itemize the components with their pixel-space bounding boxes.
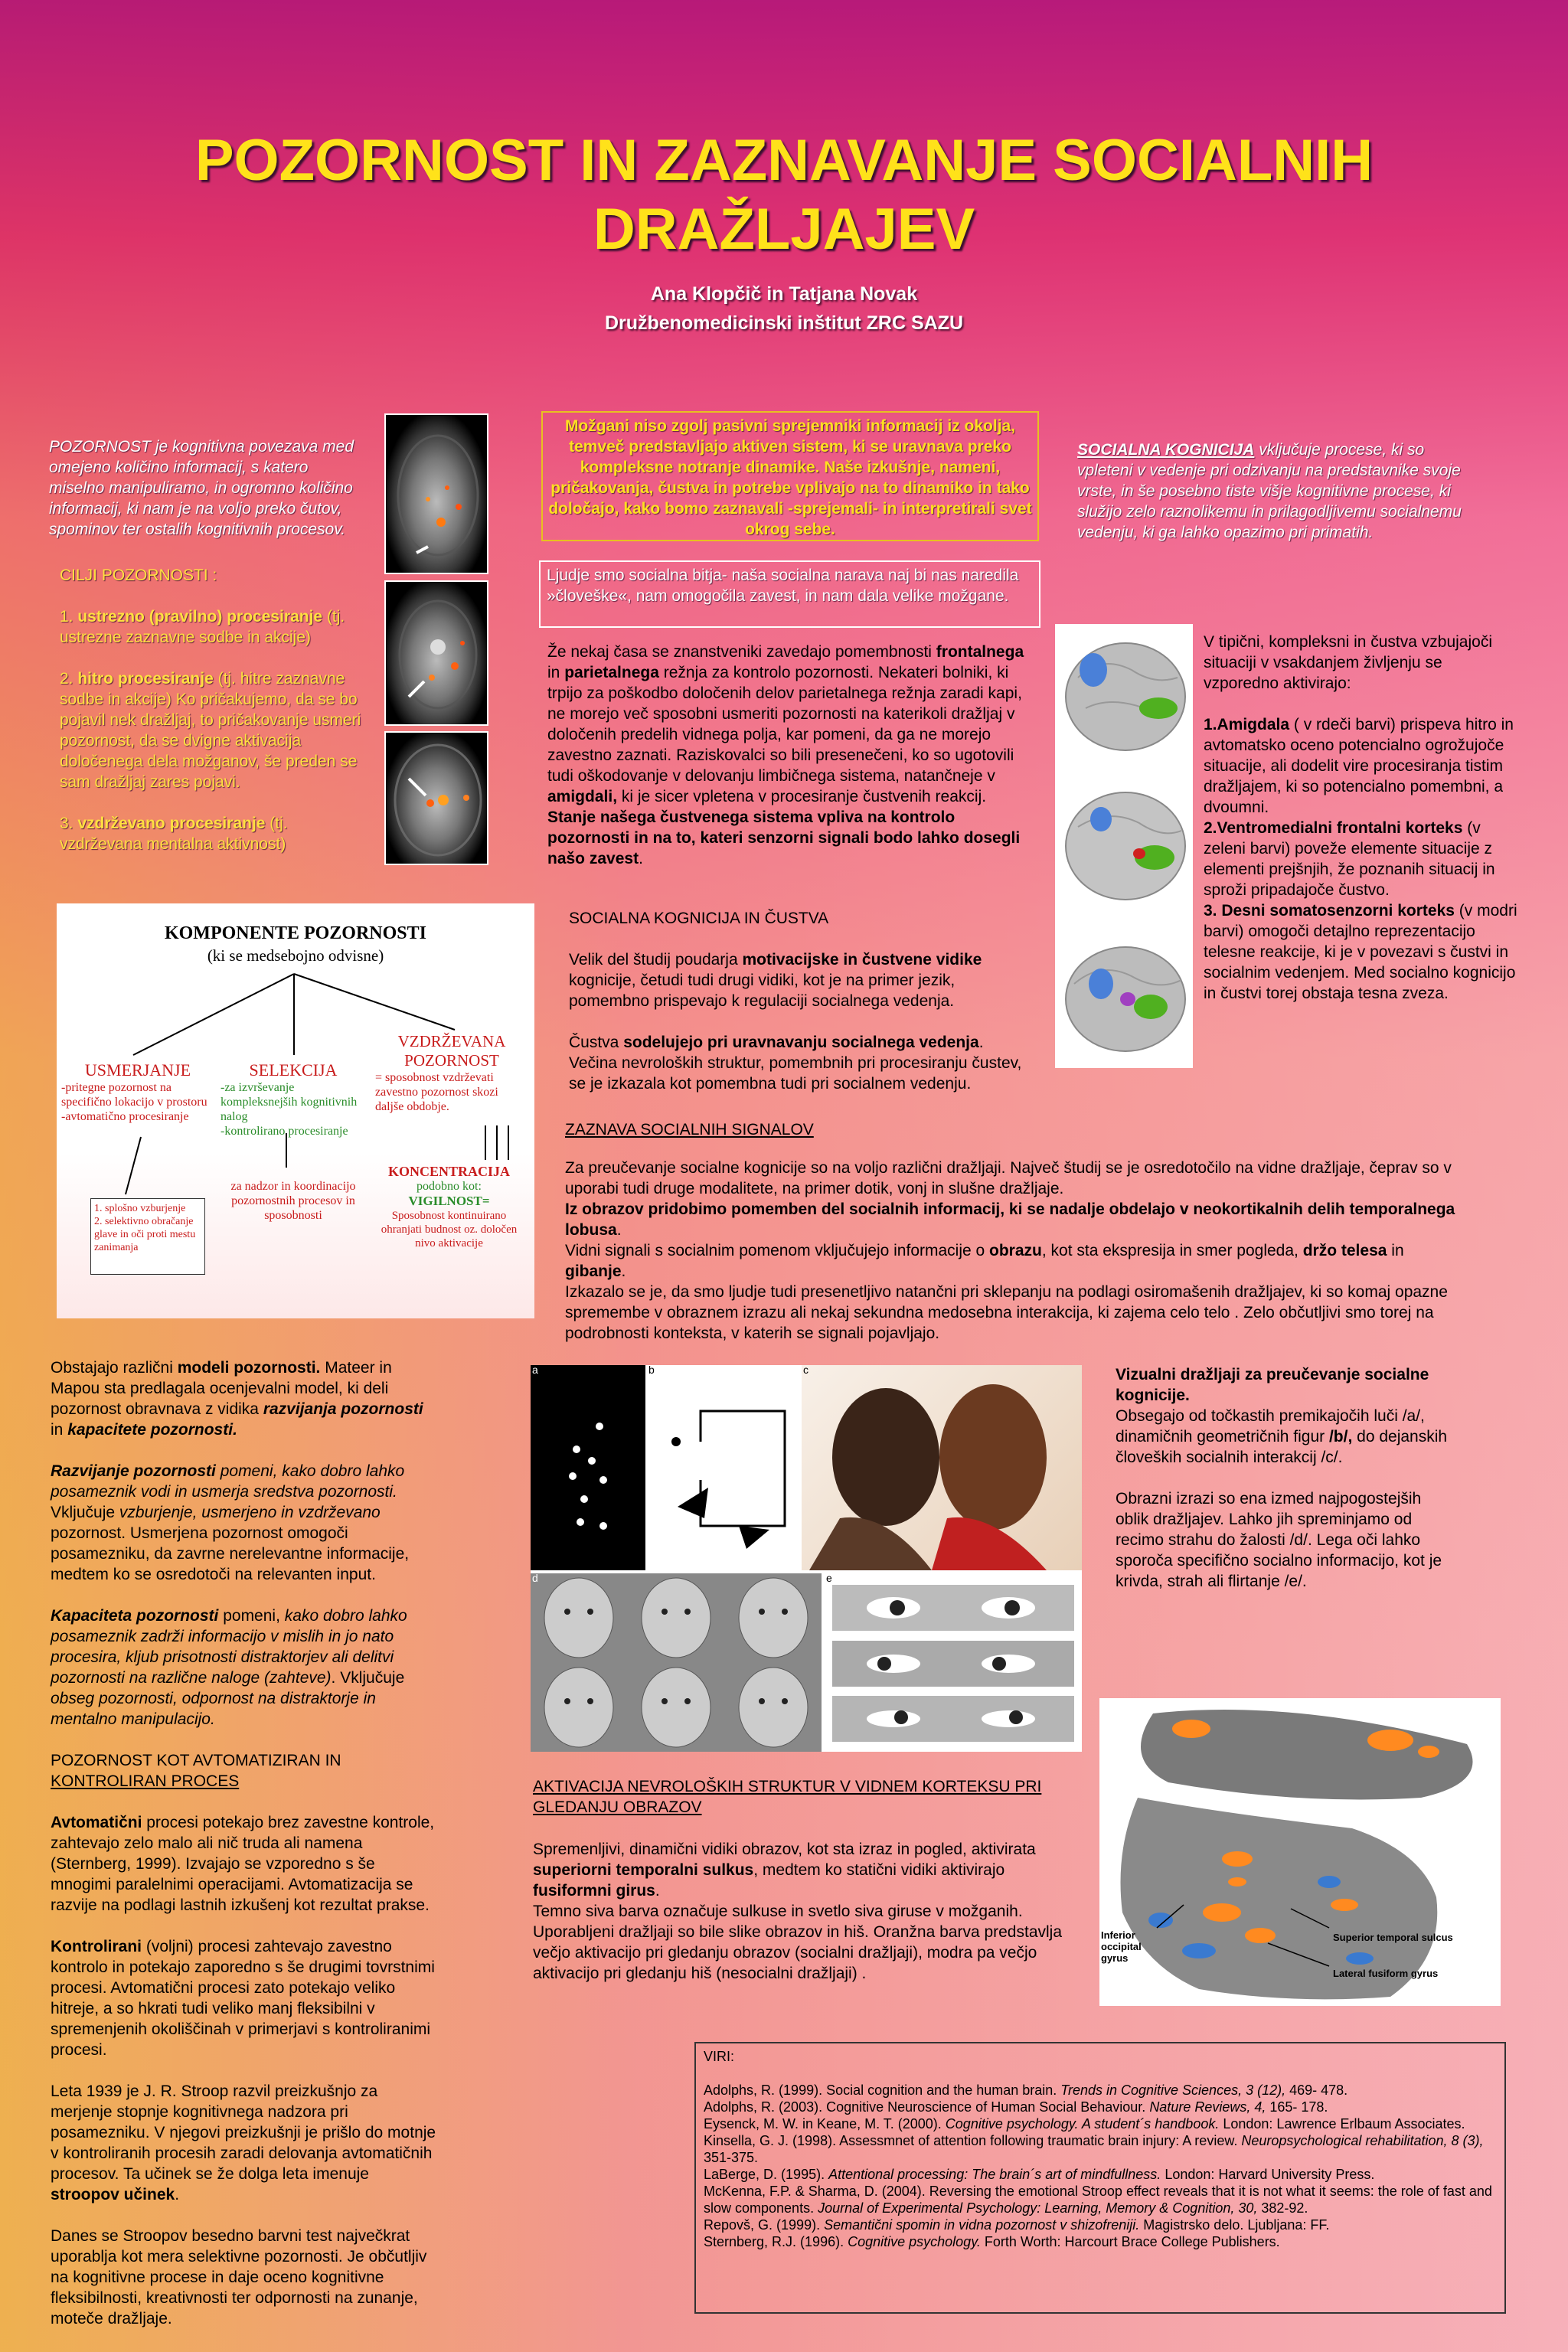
activation-list bbox=[1204, 632, 1517, 1004]
cilj-3: 3. vzdrževano procesiranje (tj. vzdrževana mentalna aktivnost) bbox=[60, 815, 288, 853]
ref-4: Kinsella, G. J. (1998). Assessmnet of attention following traumatic brain injury: A review. Neuropsychological rehabilitation, 8 (3), 351-375. bbox=[704, 2133, 1484, 2165]
somato-item: 3. Desni somatosenzorni korteks (v modri barvi) omogoči detajlno reprezentacijo telesne reakcije, ki je v povezavi s čustvi in socialnim vedenjem. Med socialno kognicijo in čustvi torej obstaja tesna zveza. bbox=[1204, 902, 1517, 1002]
attention-components-diagram bbox=[57, 903, 534, 1318]
authors: Ana Klopčič in Tatjana Novak bbox=[650, 283, 918, 305]
diagram-subtitle: (ki se medsebojno odvisne) bbox=[207, 946, 384, 965]
label-inferior-occipital-gyrus: Inferior occipital gyrus bbox=[1101, 1929, 1142, 1964]
models-intro: Obstajajo različni modeli pozornosti. Mateer in Mapou sta predlagala ocenjevalni model, ki deli pozornost obravnava z vidika razvijanja pozornosti in kapacitete pozornosti. bbox=[51, 1359, 423, 1439]
ref-6: McKenna, F.P. & Sharma, D. (2004). Reversing the emotional Stroop effect reveals that it is not what it seems: the role of fast and slow components. Journal of Experimental Psychology: Learning, Memory & Cognition, 30, 382-92. bbox=[704, 2184, 1492, 2216]
stimulus-geometric-figures: b bbox=[647, 1365, 800, 1570]
diagram-col-selekcija: SELEKCIJA -za izvrševanje kompleksnejših kognitivnih nalog -kontrolirano procesiranje bbox=[220, 1060, 358, 1138]
sk-paragraph-1: Velik del študij poudarja motivacijske in čustvene vidike kognicije, četudi tudi drugi vidiki, kot je na primer jezik, pomembno prispevajo k regulaciji socialnega vedenja. bbox=[569, 951, 982, 1010]
brain-render-3 bbox=[1066, 947, 1185, 1051]
controlled-paragraph: Kontrolirani (voljni) procesi zahtevajo zavestno kontrolo in potekajo zaporedno s še drugimi tovrstnimi procesi. Avtomatični procesi zato potekajo veliko hitreje, a so hkrati tudi veliko manj fleksibilni v spremenjenih okoliščinah v primerjavi s kontroliranimi procesi. bbox=[51, 1938, 435, 2059]
diagram-mid-text: za nadzor in koordinacijo pozornostnih procesov in sposobnosti bbox=[230, 1180, 356, 1222]
vmpfc-item: 2.Ventromedialni frontalni korteks (v zeleni barvi) poveže elemente situacije z elementi prejšnjih, že poznanih situacij in sproži pripadajoče čustvo. bbox=[1204, 819, 1495, 899]
ref-8: Sternberg, R.J. (1996). Cognitive psychology. Forth Worth: Harcourt Brace College Publishers. bbox=[704, 2234, 1280, 2249]
diagram-title: KOMPONENTE POZORNOSTI bbox=[164, 923, 427, 943]
diagram-col-usmerjanje: USMERJANJE -pritegne pozornost na specifično lokacijo v prostoru -avtomatično procesiranje bbox=[61, 1060, 207, 1123]
references-box bbox=[694, 2042, 1506, 2314]
kapaciteta-paragraph: Kapaciteta pozornosti pomeni, kako dobro lahko posameznik zadrži informacijo v mislih in jo nato procesira, kljub prisotnosti distraktorjev ali delitvi pozornosti na različne naloge (zahteve). Vključuje obseg pozornosti, odpornost na distraktorje in mentalno manipulacijo. bbox=[51, 1607, 407, 1728]
automatic-paragraph: Avtomatični procesi potekajo brez zavestne kontrole, zahtevajo zelo malo ali nič truda ali namena (Sternberg, 1999). Izvajajo se vzporedno s še mnogimi paralelnimi operacijami. Avtomatizacija se razvije na podlagi lastnih izkušenj kot rezultat prakse. bbox=[51, 1814, 435, 1914]
pozornost-definition: POZORNOST je kognitivna povezava med omejeno količino informacij, s katero miselno manipuliramo, in ogromno količino informacij, ki nam je na voljo preko čutov, spominov ter ostalih kognitivnih procesov. bbox=[49, 438, 354, 538]
razvijanje-paragraph: Razvijanje pozornosti pomeni, kako dobro lahko posameznik vodi in usmerja sredstva pozornosti. Vključuje vzburjenje, usmerjeno in vzdrževano pozornost. Usmerjena pozornost omogoči posamezniku, da zavrne nerelevantne informacije, medtem ko se osredotoči na relevanten input. bbox=[51, 1462, 410, 1583]
stroop-paragraph: Leta 1939 je J. R. Stroop razvil preizkušnjo za merjenje stopnje kognitivnega nadzora pri posamezniku. V njegovi preizkušnji je prišlo do motnje v kontroliranih procesih zaradi delovanja avtomatičnih procesov. Ta učinek se že dolga leta imenuje stroopov učinek. bbox=[51, 2082, 436, 2203]
references-title: VIRI: bbox=[704, 2049, 735, 2064]
diagram-col-vzdrzevana: VZDRŽEVANA POZORNOST = sposobnost vzdrževati zavestno pozornost skozi daljše obdobje. bbox=[375, 1032, 506, 1113]
stimulus-social-interaction: c bbox=[802, 1365, 1082, 1570]
stimulus-point-lights: a bbox=[531, 1365, 645, 1570]
sk-paragraph-2: Čustva sodelujejo pri uravnavanju socialnega vedenja. Večina nevroloških struktur, pomembnih pri procesiranju čustev, se je izkazala kot pomembna tudi pri socialnem vedenju. bbox=[569, 1034, 1022, 1093]
signals-text: Za preučevanje socialne kognicije so na voljo različni dražljaji. Največ študij se je osredotočilo na vidne dražljaje, čeprav so v uporabi tudi druge modalitete, na primer dotik, vonj in slušne dražljaje. Iz obrazov pridobimo pomemben del socialnih informacij, ki se nadalje obdelajo v neokortikalnih delih temporalnega lobusa. Vidni signali s socialnim pomenom vključujejo informacije o obrazu, kot sta ekspresija in smer pogleda, držo telesa in gibanje. Izkazalo se je, da smo ljudje tudi presenetljivo natančni pri sklepanju na podlagi osiromašenih dražljajev, ki so komaj opazne spremembe v obraznem izrazu ali nekaj sekundna medosebna interakcija, ki zajema celo telo . Zelo občutljivi smo torej na podrobnosti konteksta, v katerih se signali pojavljajo. bbox=[565, 1159, 1455, 1342]
poster-title: POZORNOST IN ZAZNAVANJE SOCIALNIH DRAŽLJAJEV bbox=[194, 128, 1374, 262]
cilj-1: 1. ustrezno (pravilno) procesiranje (tj. ustrezne zaznavne sodbe in akcije) bbox=[60, 608, 345, 646]
stimuli-figure bbox=[531, 1365, 1082, 1752]
visual-stimuli-text: Vizualni dražljaji za preučevanje socialne kognicije. Obsegajo od točkastih premikajočih luči /a/, dinamičnih geometričnih figur /b/, do dejanskih človeških socialnih interakcij /c/. Obrazni izrazi so ena izmed najpogostejših oblik dražljajev. Lahko jih spreminjamo od recimo strahu do žalosti /d/. Lega oči lahko sporoča specifično socialno informacijo, kot je krivda, strah ali flirtanje /e/. bbox=[1116, 1366, 1448, 1590]
automatized-title: POZORNOST KOT AVTOMATIZIRAN IN KONTROLIRAN PROCES bbox=[51, 1752, 341, 1790]
sk-title: SOCIALNA KOGNICIJA IN ČUSTVA bbox=[569, 910, 829, 927]
mri-scan-3 bbox=[384, 731, 488, 865]
activation-intro: V tipični, kompleksni in čustva vzbujajoči situaciji v vsakdanjem življenju se vzporedno aktivirajo: bbox=[1204, 633, 1492, 692]
institute: Družbenomedicinski inštitut ZRC SAZU bbox=[604, 312, 964, 334]
mri-scan-1 bbox=[384, 413, 488, 574]
ref-5: LaBerge, D. (1995). Attentional processing: The brain´s art of mindfullness. London: Harvard University Press. bbox=[704, 2167, 1375, 2182]
label-lateral-fusiform-gyrus: Lateral fusiform gyrus bbox=[1333, 1968, 1439, 1979]
aktivacija-text: Spremenljivi, dinamični vidiki obrazov, kot sta izraz in pogled, aktivirata superiorni temporalni sulkus, medtem ko statični vidiki aktivirajo fusiformni girus. Temno siva barva označuje sulkuse in svetlo siva giruse v možganih. Uporabljeni dražljaji so bile slike obrazov in hiš. Oranžna barva predstavlja večjo aktivacijo pri gledanju obrazov (socialni dražljaji), modra pa večjo aktivacijo pri gledanju hiš (nesocialni dražljaji) . bbox=[533, 1841, 1063, 1982]
diagram-koncentracija: KONCENTRACIJA podobno kot: VIGILNOST= Sposobnost kontinuirano ohranjati budnost oz. določen nivo aktivacije bbox=[381, 1164, 518, 1250]
cilj-2: 2. hitro procesiranje (tj. hitre zaznavne sodbe in akcije) Ko pričakujemo, da se bo pojavil nek dražljaj, to pričakovanje usmeri pozornost, da se dvigne aktivacija določenega dela možganov, še preden se sam dražljaj zares pojavi. bbox=[60, 670, 361, 791]
brain-render-2 bbox=[1066, 792, 1185, 900]
social-cognition-definition: SOCIALNA KOGNICIJA vključuje procese, ki so vpleteni v vedenje pri odzivanju na predstavnike svoje vrste, in še posebno tiste višje kognitivne procese, ki služijo zelo raznolikemu in prilagodljivemu socialnemu vedenju, ki ga lahko opazimo pri primatih. bbox=[1077, 441, 1462, 541]
frontal-parietal-text: Že nekaj časa se znanstveniki zavedajo pomembnosti frontalnega in parietalnega režnja za kontrolo pozornosti. Nekateri bolniki, ki trpijo za poškodbo določenih delov parietalnega režnja zaradi kapi, ne morejo več sposobni usmeriti pozornosti na katerikoli dražljaj v določenih predelih vidnega polja, kar pomeni, da ga ne morejo zavestno zaznati. Raziskovalci so bili presenečeni, ko so ugotovili tudi oškodovanje v delovanju limbičnega sistema, natančneje v amigdali, ki je sicer vpletena v procesiranje čustvenih reakcij. Stanje našega čustvenega sistema vpliva na kontrolo pozornosti in na to, kateri senzorni signali bodo lahko dosegli našo zavest. bbox=[547, 643, 1024, 867]
brain-render-1 bbox=[1066, 643, 1185, 750]
stimulus-eye-gaze: e bbox=[825, 1573, 1082, 1752]
signals-title: ZAZNAVA SOCIALNIH SIGNALOV bbox=[565, 1121, 814, 1138]
stroop-today-paragraph: Danes se Stroopov besedno barvni test največkrat uporablja kot mera selektivne pozornosti. Je občutljiv na kognitivne procese in daje oceno kognitivne fleksibilnosti, kreativnosti ter odpornosti na zunanje, moteče dražljaje. bbox=[51, 2227, 427, 2328]
ref-7: Repovš, G. (1999). Semantični spomin in vidna pozornost v shizofreniji. Magistrsko delo. Ljubljana: FF. bbox=[704, 2217, 1330, 2233]
ref-2: Adolphs, R. (2003). Cognitive Neuroscience of Human Social Behaviour. Nature Reviews, 4, 165- 178. bbox=[704, 2099, 1328, 2115]
cilji-block bbox=[60, 565, 366, 854]
cilji-title: CILJI POZORNOSTI : bbox=[60, 567, 217, 584]
models-section bbox=[51, 1357, 438, 2329]
brain-dynamics-box: Možgani niso zgolj pasivni sprejemniki informacij iz okolja, temveč predstavljajo aktiven sistem, ki se uravnava preko kompleksne notranje dinamike. Naše izkušnje, nameni, pričakovanja, čustva in potrebe vplivajo na to dinamiko in tako določajo, kako bomo zaznavali -sprejemali- in interpretirali svet okrog sebe. bbox=[541, 411, 1039, 541]
ref-3: Eysenck, M. W. in Keane, M. T. (2000). Cognitive psychology. A student´s handbook. London: Lawrence Erlbaum Associates. bbox=[704, 2116, 1465, 2132]
mri-scan-2 bbox=[384, 580, 488, 726]
aktivacija-title: AKTIVACIJA NEVROLOŠKIH STRUKTUR V VIDNEM KORTEKSU PRI GLEDANJU OBRAZOV bbox=[533, 1778, 1042, 1816]
brain-renders-panel bbox=[1055, 624, 1193, 1068]
label-superior-temporal-sulcus: Superior temporal sulcus bbox=[1333, 1932, 1453, 1943]
amigdala-item: 1.Amigdala ( v rdeči barvi) prispeva hitro in avtomatsko oceno potencialno ogrožujoče situacije, ali dodelit vire procesiranja tistim dražljajem, ki so potencialno pomembni, a dvoumni. bbox=[1204, 716, 1514, 816]
social-beings-box: Ljudje smo socialna bitja- naša socialna narava naj bi nas naredila »človeške«, nam omogočila zavest, in nam dala velike možgane. bbox=[539, 560, 1040, 628]
stimulus-facial-expressions: d bbox=[531, 1573, 822, 1752]
ref-1: Adolphs, R. (1999). Social cognition and the human brain. Trends in Cognitive Sciences, 3 (12), 469- 478. bbox=[704, 2082, 1348, 2098]
diagram-usmerjanje-box: 1. splošno vzburjenje 2. selektivno obračanje glave in oči proti mestu zanimanja bbox=[90, 1198, 205, 1275]
cortex-activation-figure bbox=[1099, 1698, 1501, 2006]
